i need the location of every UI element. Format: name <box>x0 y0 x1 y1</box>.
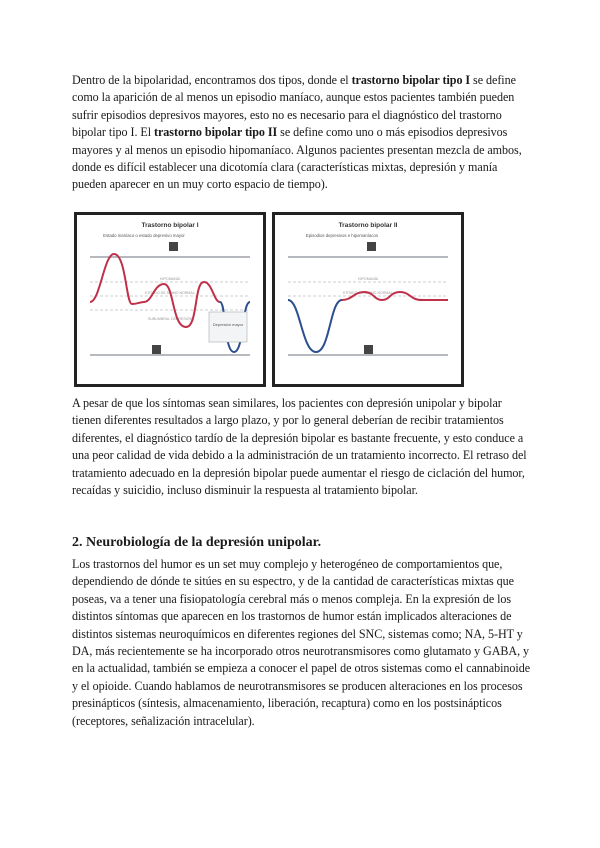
mania-icon <box>367 242 376 251</box>
label-normal: ESTADO DE ÁNIMO NORMAL <box>145 291 195 295</box>
depression-icon <box>364 345 373 354</box>
paragraph-bipolar-types <box>72 72 532 194</box>
label-hypomania: HIPOMANÍA <box>357 277 379 281</box>
paragraph-unipolar-vs-bipolar: A pesar de que los síntomas sean similares, los pacientes con depresión unipolar y bipolar tienen diferentes resultados a largo plazo, y por lo general deberían de recibir tratamientos diferentes, el diagnóstico tardío de la depresión bipolar es bastante frecuente, y esto conduce a una peor calidad de vida debido a la administración de un tratamiento incorrecto. El retraso del tratamiento adecuado en la depresión bipolar puede aumentar el riesgo de ciclación del humor, recaídas y suicidio, incluso disminuir la respuesta al tratamiento bipolar. <box>72 396 527 498</box>
mania-icon <box>169 242 178 251</box>
text-run: se define como uno o más episodios depresivos mayores y al menos un episodio hipomaníaco. Algunos pacientes presentan mezcla de ambos, donde es difícil establecer una dicotomía clara (características mixtas, depresión y manía pueden aparecer en un muy corto espacio de tiempo). <box>72 125 522 192</box>
depression-icon <box>152 345 161 354</box>
label-box <box>209 312 247 342</box>
label-subthreshold: SUBUMBRAL DEPRESIÓN <box>147 317 193 321</box>
text-run: se define como la aparición de al menos un episodio maníaco, aunque estos pacientes también pueden sufrir episodios depresivos mayores, esto no es necesario para el diagnóstico del trastorno bipolar tipo I. El <box>72 73 516 140</box>
figure-title: Trastorno bipolar II <box>338 222 398 229</box>
figure-bipolar-2 <box>272 212 464 387</box>
figure-subtitle: Estado maníaco o estado depresivo mayor <box>103 233 185 238</box>
section-heading: 2. Neurobiología de la depresión unipolar. <box>72 535 322 550</box>
box-label: Depresión mayor <box>212 322 244 327</box>
figure-title: Trastorno bipolar I <box>141 222 199 229</box>
bold-term-bipolar-1: trastorno bipolar tipo I <box>351 73 471 87</box>
paragraph-neurobiology: Los trastornos del humor es un set muy complejo y heterogéneo de comportamientos que, dependiendo de dónde te sitúes en su espectro, y de la cantidad de características mixtas que poseas, va a tener una fisiopatología cerebral más o menos compleja. En la expresión de los distintos síntomas que aparecen en los trastornos de humor están implicados alteraciones de distintos sistemas neuroquímicos en diferentes regiones del SNC, sistemas como; NA, 5-HT y DA, más recientemente se ha incorporado otros neurotransmisores como glutamato y GABA, y en la actualidad, también se empieza a conocer el papel de otros sistemas como el cannabinoide y el opioide. Cuando hablamos de neurotransmisores se producen alteraciones en los procesos presinápticos (síntesis, almacenamiento, liberación, recaptura) como en los postsinápticos (receptores, señalización intracelular). <box>72 557 531 728</box>
text-run: Dentro de la bipolaridad, encontramos dos tipos, donde el <box>72 73 352 87</box>
bold-term-bipolar-2: trastorno bipolar tipo II <box>154 125 278 140</box>
figure-subtitle: Episodios depresivos e hipomaníacos <box>305 233 379 238</box>
label-normal: ESTADO DE ÁNIMO NORMAL <box>343 291 393 295</box>
figure-bipolar-1 <box>74 212 266 387</box>
figure-frame <box>76 214 265 386</box>
label-hypomania: HIPOMANÍA <box>159 277 181 281</box>
